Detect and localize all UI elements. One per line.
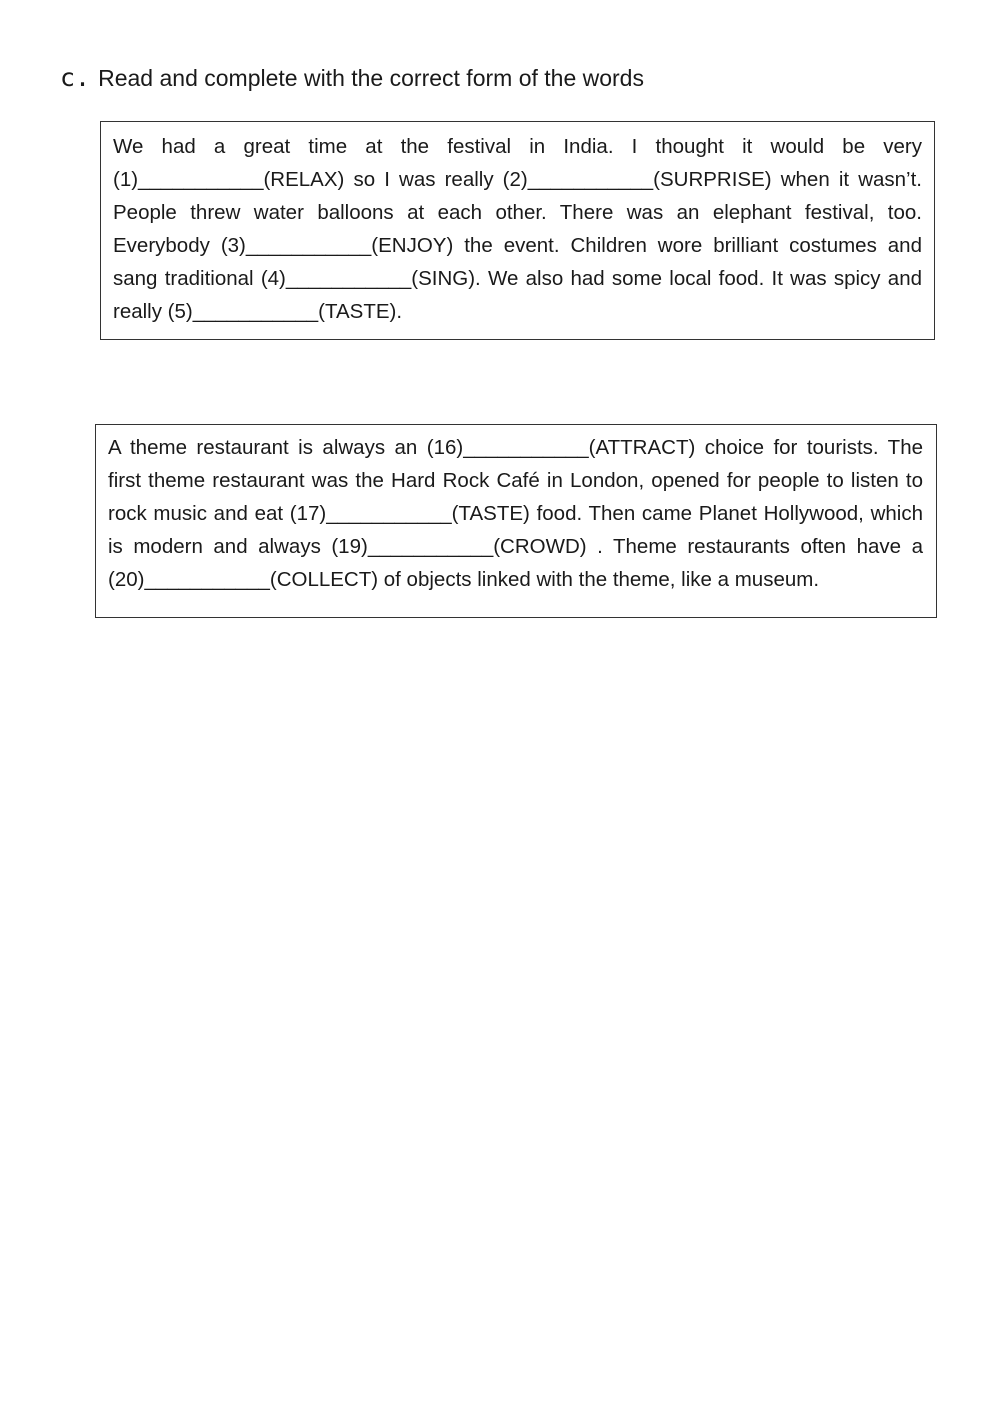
exercise-letter: c. <box>60 63 91 92</box>
exercise-instruction: Read and complete with the correct form of the words <box>98 65 644 91</box>
passage-box-theme-restaurant <box>95 424 937 618</box>
passage-theme-restaurant-text: A theme restaurant is always an (16)___________(ATTRACT) choice for tourists. The first theme restaurant was the Hard Rock Café in London, opened for people to listen to rock music and eat (17)___________(TASTE) food. Then came Planet Hollywood, which is modern and always (19)___________(CROWD) . Theme restaurants often have a (20)___________(COLLECT) of objects linked with the theme, like a museum. <box>108 436 923 591</box>
passage-box-festival <box>100 121 935 340</box>
passage-festival-text: We had a great time at the festival in India. I thought it would be very (1)___________(RELAX) so I was really (2)___________(SURPRISE) when it wasn’t. People threw water balloons at each other. There was an elephant festival, too. Everybody (3)___________(ENJOY) the event. Children wore brilliant costumes and sang traditional (4)___________(SING). We also had some local food. It was spicy and really (5)___________(TASTE). <box>113 135 922 323</box>
exercise-heading <box>60 62 644 94</box>
